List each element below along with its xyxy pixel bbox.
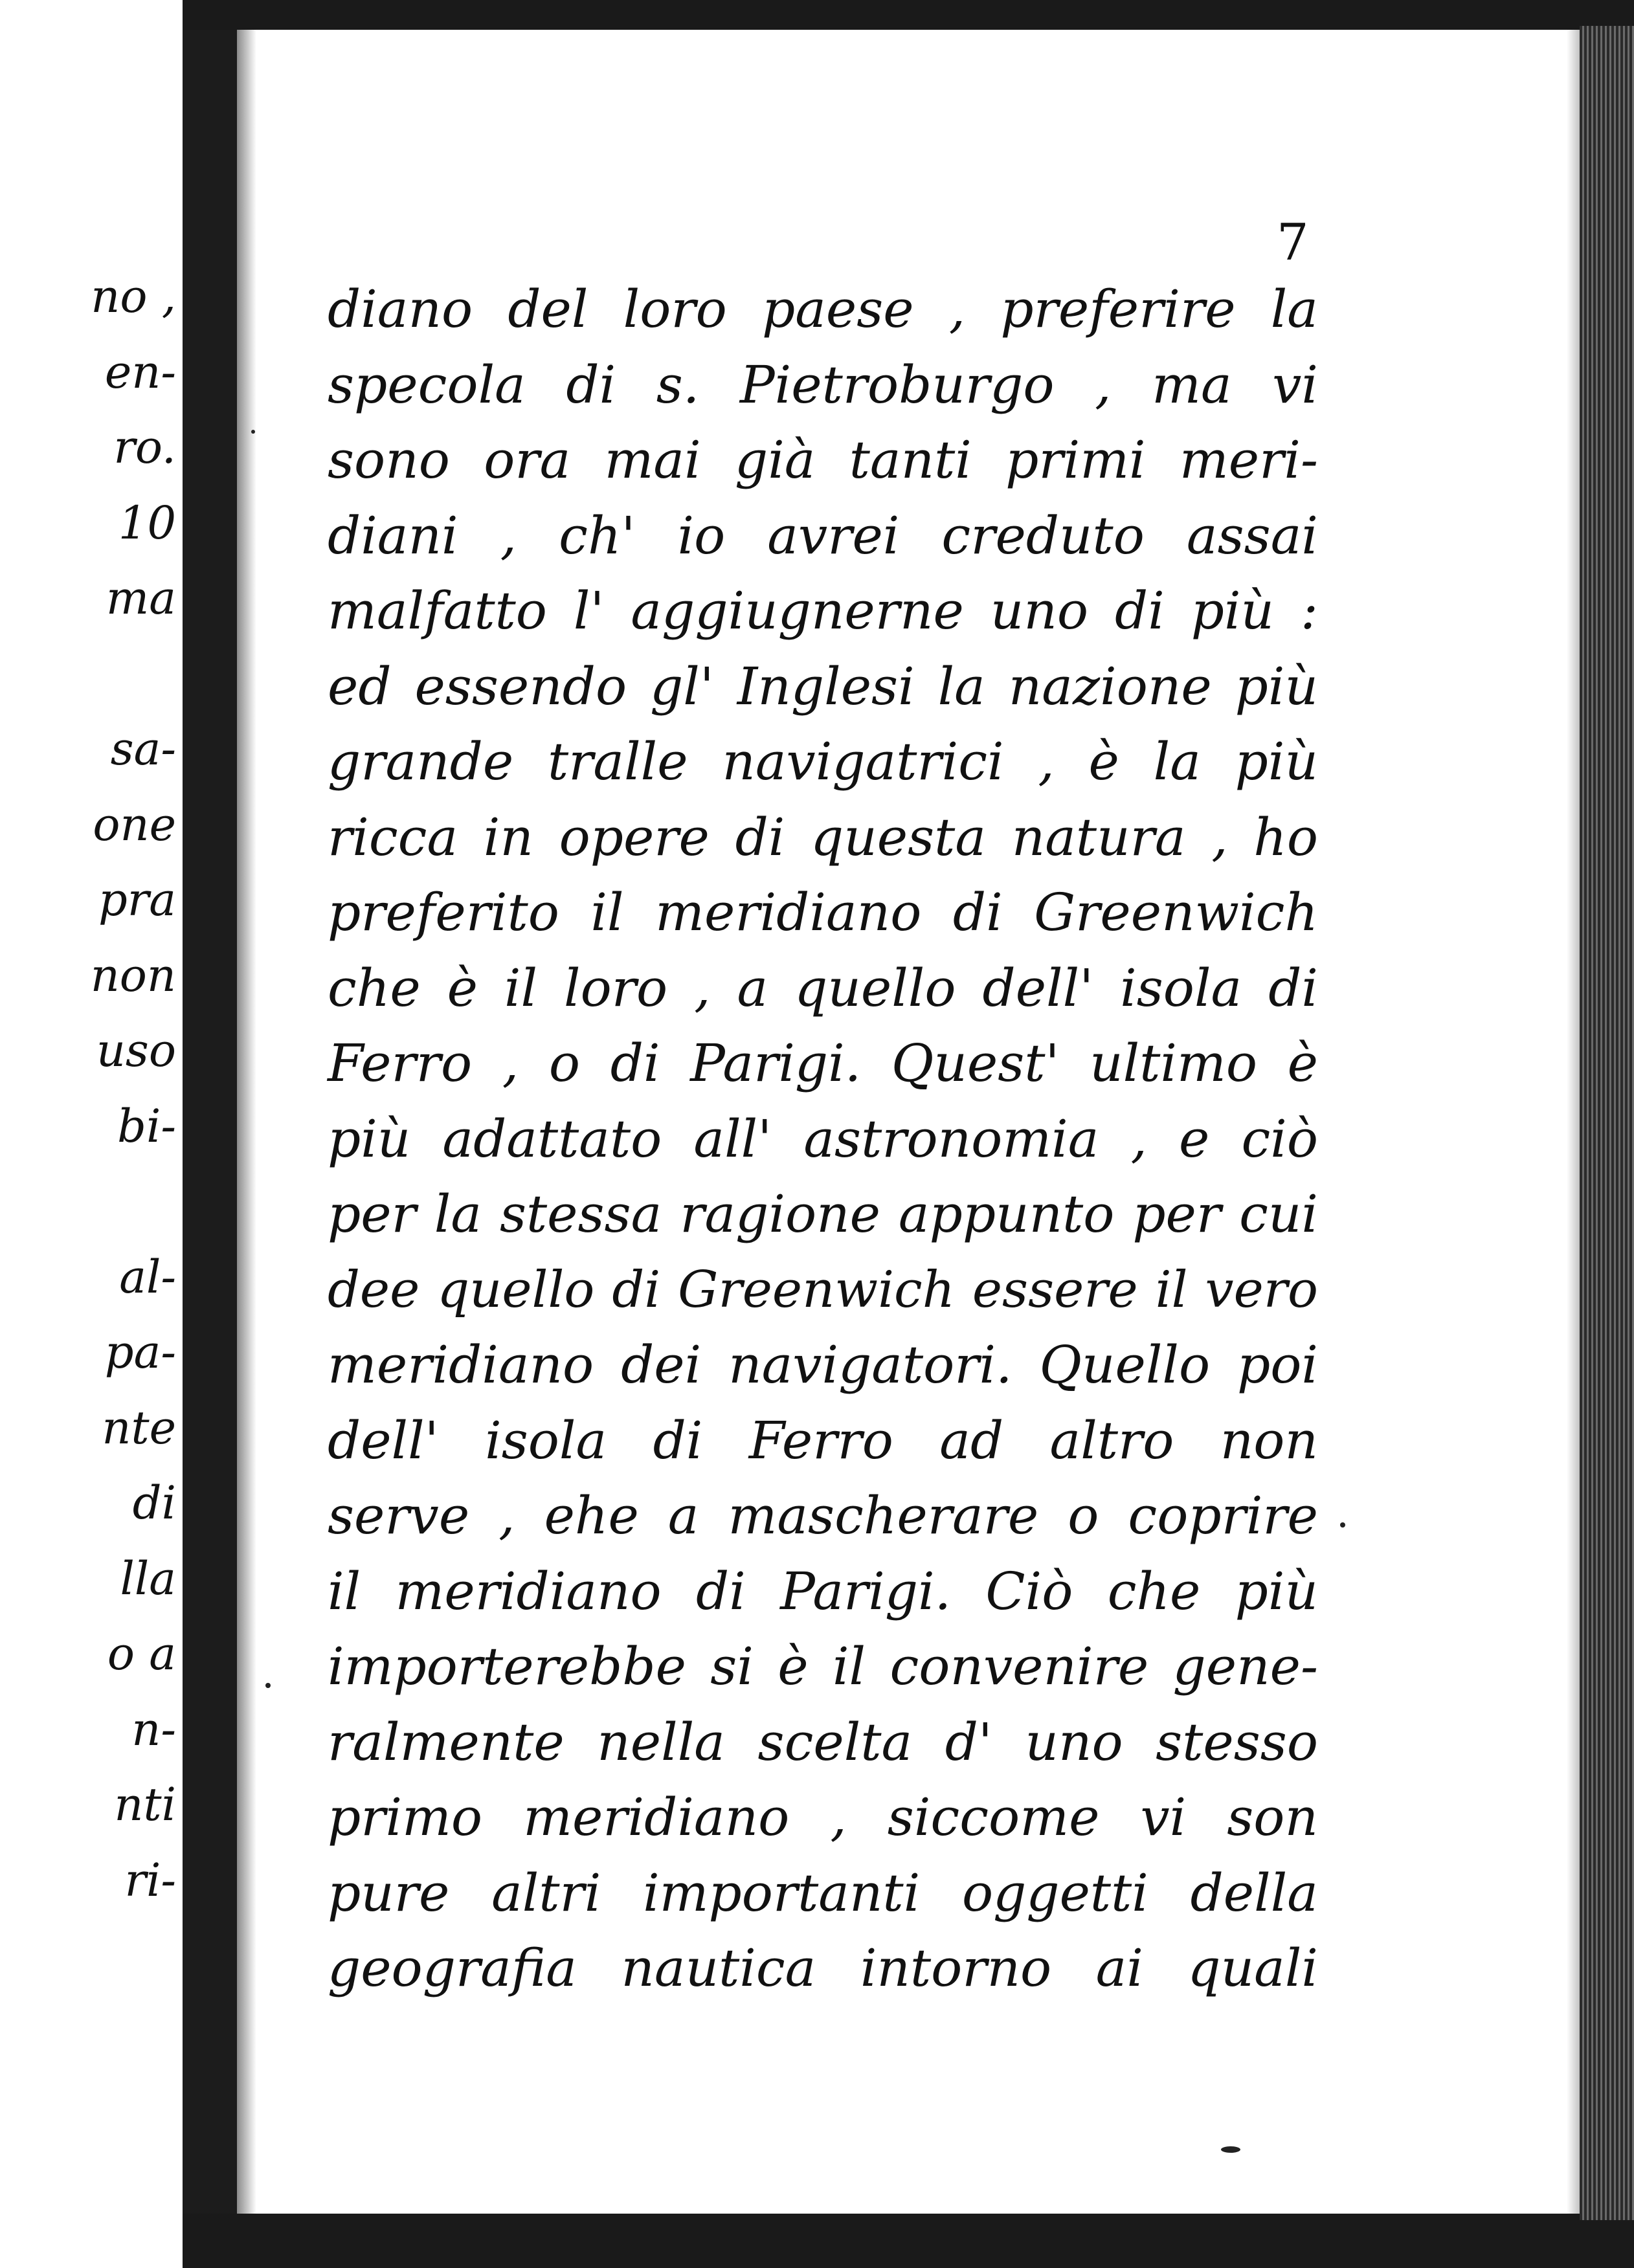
left-fragment: al- — [119, 1250, 176, 1304]
text-line: ed essendo gl' Inglesi la nazione più — [328, 656, 1318, 717]
text-line: primo meridiano , siccome vi son — [328, 1787, 1318, 1847]
left-fragment: sa- — [110, 722, 176, 775]
page-number: 7 — [1277, 214, 1309, 272]
left-page-fragment — [0, 0, 181, 2268]
text-line: più adattato all' astronomia , e ciò — [328, 1108, 1318, 1169]
text-line: geografia nautica intorno ai quali — [328, 1938, 1318, 1998]
text-line: meridiano dei navigatori. Quello poi — [328, 1335, 1318, 1395]
left-fragment: ri- — [124, 1853, 176, 1907]
text-line: preferito il meridiano di Greenwich — [328, 882, 1318, 942]
text-line: serve , ehe a mascherare o coprire — [328, 1485, 1318, 1546]
left-fragment: en- — [104, 345, 176, 399]
left-fragment — [91, 636, 176, 712]
text-line: malfatto l' aggiugnerne uno di più : — [328, 581, 1318, 641]
left-fragment: nte — [102, 1401, 176, 1454]
left-fragment: non — [90, 948, 176, 1002]
ink-speck — [1221, 2146, 1240, 2153]
text-line: specola di s. Pietroburgo , ma vi — [328, 354, 1318, 415]
left-fragment: 10 — [118, 496, 176, 550]
gutter-shadow — [237, 0, 256, 2268]
text-line: per la stessa ragione appunto per cui — [328, 1184, 1318, 1244]
text-line: importerebbe si è il convenire gene- — [328, 1636, 1318, 1696]
left-fragment: n- — [131, 1702, 176, 1756]
text-line: ralmente nella scelta d' uno stesso — [328, 1711, 1318, 1772]
text-line: pure altri importanti oggetti della — [328, 1862, 1318, 1923]
left-fragment: uso — [96, 1024, 176, 1077]
left-fragment: di — [132, 1476, 176, 1529]
text-line: diano del loro paese , preferire la — [328, 279, 1318, 339]
page-body-text — [328, 272, 1318, 2007]
text-line: dee quello di Greenwich essere il vero — [328, 1260, 1318, 1319]
left-fragment: ma — [106, 572, 176, 625]
left-fragment: nti — [114, 1778, 176, 1831]
left-fragment: ro. — [113, 421, 176, 474]
left-fragment: bi- — [117, 1099, 176, 1153]
ink-speck — [265, 1683, 271, 1688]
left-fragment: o a — [107, 1627, 176, 1680]
left-fragment: pra — [98, 873, 176, 926]
page-stack-edge — [1580, 26, 1634, 2220]
text-line: ricca in opere di questa natura , ho — [328, 806, 1318, 867]
text-line: diani , ch' io avrei creduto assai — [328, 505, 1318, 566]
ink-speck — [1340, 1522, 1345, 1528]
scan-bottom-border — [183, 2214, 1634, 2268]
text-line: dell' isola di Ferro ad altro non — [328, 1410, 1318, 1471]
left-fragment: lla — [120, 1551, 176, 1605]
scan-top-border — [183, 0, 1634, 30]
left-page-text-edge — [91, 259, 176, 1918]
book-gutter — [183, 0, 237, 2268]
left-fragment: pa- — [104, 1326, 176, 1379]
left-fragment: one — [93, 797, 176, 851]
text-line: il meridiano di Parigi. Ciò che più — [328, 1561, 1318, 1621]
text-line: grande tralle navigatrici , è la più — [328, 731, 1318, 792]
left-fragment: no , — [91, 270, 176, 323]
text-line: che è il loro , a quello dell' isola di — [328, 957, 1318, 1018]
text-line: sono ora mai già tanti primi meri- — [328, 430, 1318, 490]
page-edge-shadow — [1567, 30, 1581, 2214]
left-fragment — [91, 1164, 176, 1240]
ink-speck — [251, 430, 255, 434]
text-line: Ferro , o di Parigi. Quest' ultimo è — [328, 1033, 1318, 1093]
